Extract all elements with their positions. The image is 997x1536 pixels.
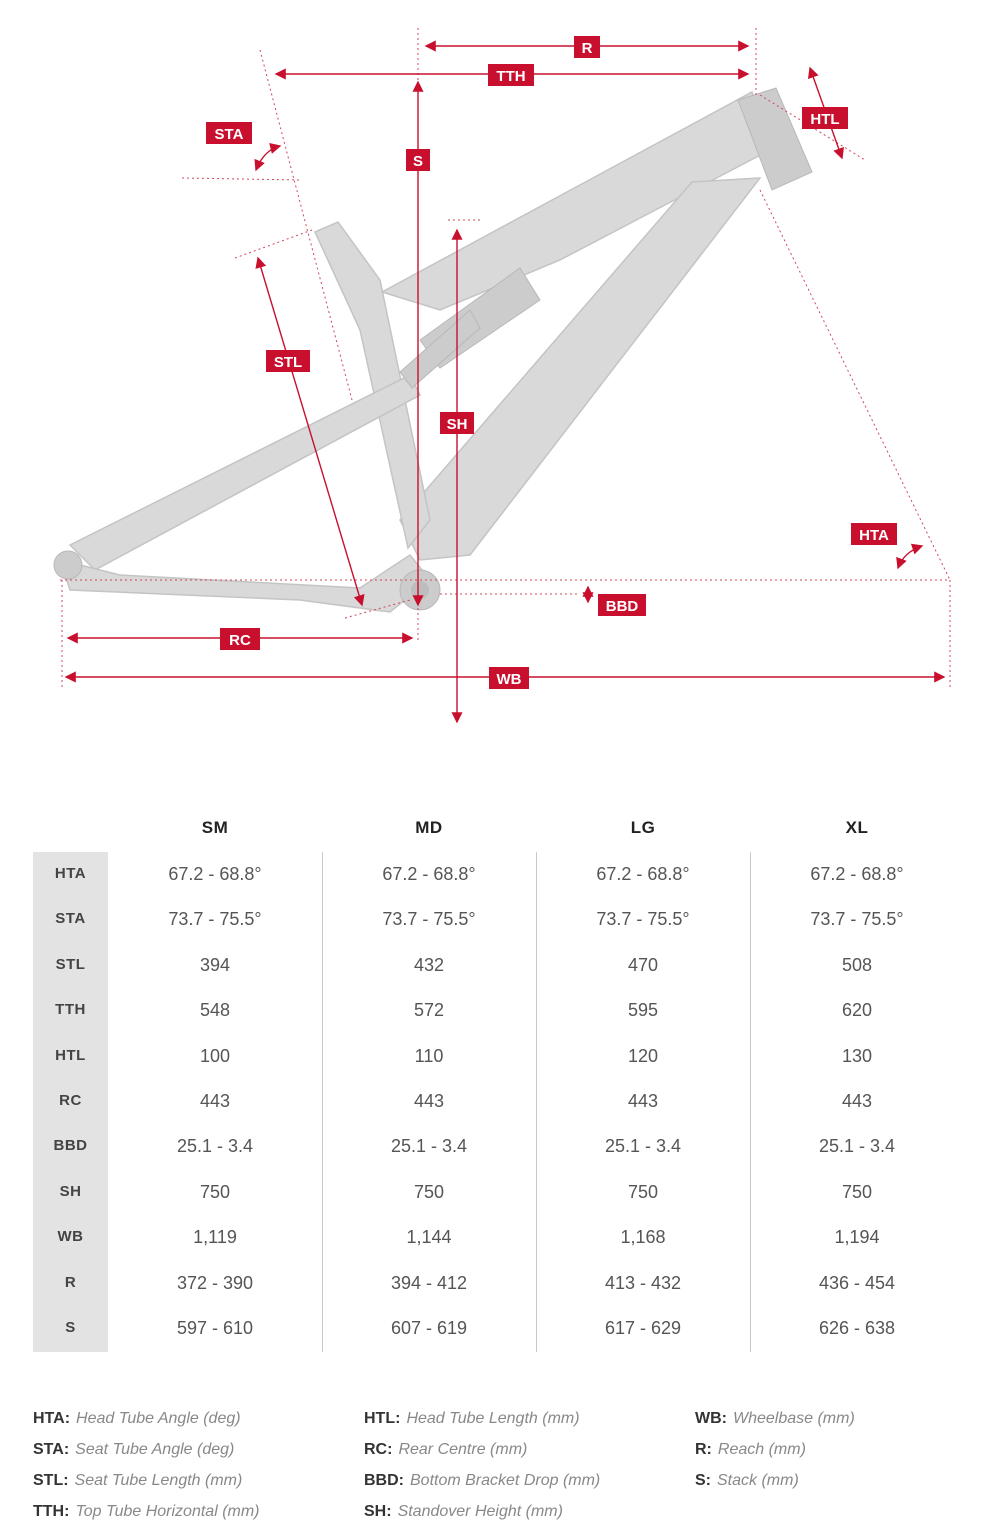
table-cell: 73.7 - 75.5° bbox=[382, 909, 476, 930]
legend-description: Head Tube Angle (deg) bbox=[76, 1410, 241, 1427]
table-header bbox=[33, 806, 964, 850]
row-label: SH bbox=[59, 1182, 82, 1200]
dimension-lines bbox=[66, 46, 944, 722]
legend-description: Head Tube Length (mm) bbox=[406, 1410, 580, 1427]
table-cell: 607 - 619 bbox=[390, 1318, 468, 1338]
legend-column bbox=[695, 1410, 855, 1503]
row-label: R bbox=[64, 1273, 77, 1291]
legend-key: BBD: bbox=[364, 1472, 404, 1489]
label-s-text: S bbox=[412, 153, 424, 170]
header-sm: SM bbox=[201, 818, 229, 837]
legend-item bbox=[33, 1503, 260, 1534]
row-label: RC bbox=[59, 1092, 82, 1109]
table-cell: 617 - 629 bbox=[604, 1318, 682, 1338]
table-cell: 110 bbox=[414, 1045, 444, 1066]
table-row bbox=[33, 897, 964, 942]
legend-item bbox=[33, 1441, 260, 1472]
label-hta bbox=[851, 523, 897, 545]
table-row bbox=[33, 1306, 964, 1351]
legend-item bbox=[364, 1441, 600, 1472]
legend-item bbox=[695, 1441, 855, 1472]
table-cell: 750 bbox=[841, 1181, 873, 1202]
legend-item bbox=[33, 1410, 260, 1441]
label-hta-text: HTA bbox=[859, 527, 889, 544]
row-label: STA bbox=[55, 910, 86, 928]
legend-description: Seat Tube Angle (deg) bbox=[75, 1441, 235, 1458]
table-row bbox=[33, 1215, 964, 1260]
table-cell: 436 - 454 bbox=[818, 1272, 896, 1293]
header-xl: XL bbox=[845, 818, 869, 837]
table-cell: 25.1 - 3.4 bbox=[390, 1136, 468, 1157]
label-stl-text: STL bbox=[273, 354, 303, 371]
table-row bbox=[33, 1079, 964, 1124]
legend-item bbox=[364, 1472, 600, 1503]
legend-column bbox=[33, 1410, 260, 1534]
table-cell: 372 - 390 bbox=[176, 1272, 254, 1293]
table-row bbox=[33, 943, 964, 988]
row-label: S bbox=[65, 1319, 76, 1336]
label-wb-text: WB bbox=[496, 671, 522, 688]
table-cell: 572 bbox=[413, 1000, 445, 1021]
table-cell: 750 bbox=[199, 1181, 231, 1202]
table-cell: 394 - 412 bbox=[390, 1272, 468, 1293]
legend-description: Standover Height (mm) bbox=[397, 1503, 563, 1520]
legend-key: STA: bbox=[33, 1441, 70, 1458]
table-cell: 432 bbox=[413, 954, 445, 975]
label-htl bbox=[802, 107, 848, 129]
table-cell: 67.2 - 68.8° bbox=[596, 864, 690, 884]
table-row bbox=[33, 1261, 964, 1306]
legend-description: Seat Tube Length (mm) bbox=[74, 1472, 243, 1489]
legend-description: Bottom Bracket Drop (mm) bbox=[410, 1472, 601, 1489]
label-r-text: R bbox=[581, 40, 593, 57]
table-cell: 470 bbox=[627, 954, 659, 975]
table-cell: 1,168 bbox=[620, 1227, 666, 1248]
legend-item bbox=[364, 1410, 600, 1441]
label-r bbox=[574, 36, 600, 58]
frame-geometry-diagram bbox=[0, 0, 997, 740]
table-cell: 120 bbox=[627, 1045, 659, 1066]
table-cell: 100 bbox=[199, 1045, 231, 1066]
table-row bbox=[33, 1034, 964, 1079]
legend-key: HTL: bbox=[364, 1410, 401, 1427]
table-cell: 597 - 610 bbox=[176, 1318, 254, 1338]
legend-description: Reach (mm) bbox=[717, 1441, 806, 1458]
label-tth bbox=[488, 64, 534, 86]
legend-key: R: bbox=[695, 1441, 712, 1458]
table-cell: 73.7 - 75.5° bbox=[596, 909, 690, 930]
table-cell: 25.1 - 3.4 bbox=[176, 1136, 254, 1157]
label-bbd bbox=[598, 594, 646, 616]
table-row bbox=[33, 852, 964, 897]
table-cell: 548 bbox=[199, 1000, 231, 1021]
legend-key: TTH: bbox=[33, 1503, 70, 1520]
table-cell: 73.7 - 75.5° bbox=[168, 909, 262, 930]
legend-key: WB: bbox=[695, 1410, 727, 1427]
table-cell: 595 bbox=[627, 1000, 659, 1021]
row-label: TTH bbox=[55, 1001, 86, 1019]
table-cell: 620 bbox=[841, 1000, 873, 1021]
legend-description: Top Tube Horizontal (mm) bbox=[75, 1503, 260, 1520]
table-cell: 443 bbox=[841, 1091, 873, 1111]
legend-item bbox=[695, 1472, 855, 1503]
table-row bbox=[33, 1124, 964, 1169]
legend bbox=[33, 1410, 973, 1530]
label-s bbox=[406, 149, 430, 171]
label-sh-text: SH bbox=[446, 416, 468, 433]
row-label: WB bbox=[57, 1228, 84, 1246]
table-cell: 25.1 - 3.4 bbox=[604, 1136, 682, 1157]
table-cell: 1,144 bbox=[406, 1227, 452, 1248]
legend-key: S: bbox=[695, 1472, 711, 1489]
table-cell: 508 bbox=[841, 954, 873, 975]
label-htl-text: HTL bbox=[810, 111, 840, 128]
table-cell: 443 bbox=[627, 1091, 659, 1111]
label-sta bbox=[206, 122, 252, 144]
table-cell: 750 bbox=[627, 1181, 659, 1202]
row-label: HTL bbox=[55, 1046, 86, 1064]
table-cell: 413 - 432 bbox=[604, 1272, 682, 1293]
legend-key: HTA: bbox=[33, 1410, 71, 1427]
legend-key: STL: bbox=[33, 1472, 69, 1489]
label-tth-text: TTH bbox=[496, 68, 526, 85]
header-lg: LG bbox=[630, 818, 656, 837]
legend-key: SH: bbox=[364, 1503, 392, 1520]
label-sh bbox=[440, 412, 474, 434]
legend-item bbox=[695, 1410, 855, 1441]
label-stl bbox=[266, 350, 310, 372]
label-rc bbox=[220, 628, 260, 650]
legend-item bbox=[364, 1503, 600, 1534]
label-rc-text: RC bbox=[229, 632, 251, 649]
legend-key: RC: bbox=[364, 1441, 393, 1458]
table-cell: 67.2 - 68.8° bbox=[168, 864, 262, 884]
table-cell: 1,119 bbox=[193, 1227, 237, 1248]
table-row bbox=[33, 988, 964, 1033]
table-cell: 626 - 638 bbox=[818, 1318, 896, 1338]
table-cell: 73.7 - 75.5° bbox=[810, 909, 904, 930]
label-wb bbox=[489, 667, 529, 689]
table-cell: 750 bbox=[413, 1181, 445, 1202]
table-row bbox=[33, 1170, 964, 1215]
row-label: HTA bbox=[54, 865, 87, 882]
label-bbd-text: BBD bbox=[605, 598, 639, 615]
row-label: BBD bbox=[53, 1137, 88, 1155]
table-cell: 443 bbox=[199, 1091, 231, 1111]
table-cell: 25.1 - 3.4 bbox=[818, 1136, 896, 1157]
legend-description: Wheelbase (mm) bbox=[732, 1410, 855, 1427]
table-cell: 130 bbox=[841, 1045, 873, 1066]
legend-item bbox=[33, 1472, 260, 1503]
legend-description: Rear Centre (mm) bbox=[398, 1441, 528, 1458]
label-sta-text: STA bbox=[214, 126, 244, 143]
bike-frame bbox=[54, 88, 812, 612]
header-md: MD bbox=[415, 818, 443, 837]
table-cell: 394 bbox=[199, 954, 231, 975]
table-cell: 67.2 - 68.8° bbox=[382, 864, 476, 884]
legend-description: Stack (mm) bbox=[717, 1472, 799, 1489]
table-cell: 67.2 - 68.8° bbox=[810, 864, 904, 884]
legend-column bbox=[364, 1410, 600, 1534]
table-cell: 443 bbox=[413, 1091, 445, 1111]
table-cell: 1,194 bbox=[834, 1227, 880, 1248]
row-label: STL bbox=[55, 955, 86, 973]
